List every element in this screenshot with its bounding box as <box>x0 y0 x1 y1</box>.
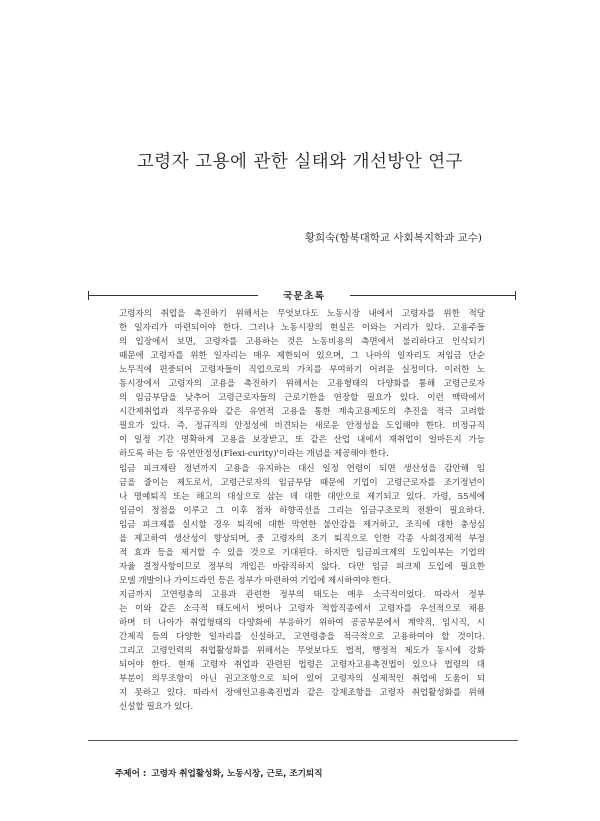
abstract-line: 노무직에 편중되어 고령자들이 직업으로의 가치를 부여하기 어려운 실정이다. 이러한 노 <box>119 365 485 376</box>
abstract-line: 모델 개발이나 가이드라인 등은 정부가 마련하여 기업에 제시하여야 한다. <box>119 575 392 586</box>
abstract-line: 적 효과 등을 제거할 수 있을 것으로 기대된다. 하지만 임금피크제의 도입여부는 기업의 <box>119 547 485 558</box>
abstract-line: 간제직 등의 다양한 일자리를 신설하고, 고연령층을 적극적으로 고용하여야 할 것이다. <box>119 632 485 643</box>
header-rule-left <box>88 295 258 296</box>
abstract-line: 자율 결정사항이므로 정부의 개입은 바람직하지 않다. 다만 임금 피크제 도입에 필요한 <box>119 561 485 572</box>
header-rule-right-end <box>515 291 516 300</box>
author-affiliation: 황희숙(함북대학교 사회복지학과 교수) <box>304 232 482 244</box>
abstract-line: 지금까지 고연령층의 고용과 관련한 정부의 태도는 매우 소극적이었다. 따라서 정부 <box>119 589 485 600</box>
keywords-label: 주제어 : <box>115 769 147 779</box>
abstract-body <box>119 307 485 714</box>
abstract-line: 그리고 고령인력의 취업활성화를 위해서는 무엇보다도 법적, 행정적 제도가 동시에 강화 <box>119 646 485 657</box>
keywords <box>115 767 323 779</box>
abstract-line: 때문에 고령자를 위한 일자리는 매우 제한되어 있으며, 그 나마의 일자리도 저임금 단순 <box>119 351 485 362</box>
abstract-line: 나 명예퇴직 또는 해고의 대상으로 삼는 데 대한 대안으로 제기되고 있다. 가령, 55세에 <box>119 491 485 502</box>
abstract-line: 는 이와 같은 소극적 태도에서 벗어나 고령자 적합직종에서 고령자를 우선적으로 채용 <box>119 603 485 614</box>
abstract-line: 부분이 의무조항이 아닌 권고조항으로 되어 있어 고령자의 실제적인 취업에 도움이 되 <box>119 674 485 685</box>
abstract-line: 하도록 하는 등 '유연안정성(Flexi-curity)'이라는 개념을 제공해야 한다. <box>119 449 389 460</box>
abstract-line: 하며 더 나아가 취업형태의 다양화에 부응하기 위하여 공공부문에서 계약직, 임시직, 시 <box>119 618 485 629</box>
abstract-line: 금을 줄이는 제도로서, 고령근로자의 임금부담 때문에 기업이 고령근로자를 조기정년이 <box>119 477 485 488</box>
abstract-line: 이 일정 기간 명확하게 고용을 보장받고, 또 같은 산업 내에서 재취업이 얼마든지 가능 <box>119 435 485 446</box>
abstract-line: 동시장에서 고령자의 고용을 촉진하기 위해서는 고용형태의 다양화를 통해 고령근로자 <box>119 379 485 390</box>
abstract-line: 임금이 정점을 이루고 그 이후 점차 하향곡선을 그리는 임금구조로의 전환이 필요하다. <box>119 505 485 516</box>
abstract-line: 필요가 있다. 즉, 정규직의 안정성에 비견되는 새로운 안정성을 도입해야 한다. 비정규직 <box>119 421 485 432</box>
abstract-line: 되어야 한다. 현재 고령자 취업과 관련된 법령은 고령자고용촉진법이 있으나 법령의 대 <box>119 660 485 671</box>
abstract-line: 을 제고하여 생산성이 향상되며, 중 고령자의 조기 퇴직으로 인한 각종 사회경제적 부정 <box>119 533 485 544</box>
abstract-line: 지 못하고 있다. 따라서 장애인고용촉진법과 같은 강제조항을 고령자 취업활성화를 위해 <box>119 688 485 699</box>
abstract-line: 신설할 필요가 있다. <box>119 702 194 713</box>
abstract-line: 의 입장에서 보면, 고령자를 고용하는 것은 노동비용의 측면에서 불리하다고 인식되기 <box>119 337 485 348</box>
paper-title: 고령자 고용에 관한 실태와 개선방안 연구 <box>136 152 464 172</box>
abstract-line: 고령자의 취업을 촉진하기 위해서는 무엇보다도 노동시장 내에서 고령자를 위한 적당 <box>119 309 485 319</box>
abstract-line: 임금 피크제를 실시할 경우 퇴직에 대한 막연한 불안감을 제거하고, 조직에 대한 충성심 <box>119 519 485 530</box>
abstract-heading: 국문초록 <box>283 291 325 302</box>
abstract-line: 시간제취업과 직무공유와 같은 유연적 고용을 통한 계속고용제도의 추진을 적극 고려할 <box>119 407 485 418</box>
abstract-line: 한 일자리가 마련되어야 한다. 그러나 노동시장의 현실은 이와는 거리가 있다. 고용주들 <box>119 323 485 334</box>
keywords-text: 고령자 취업활성화, 노동시장, 근로, 조기퇴직 <box>151 769 323 779</box>
keywords-divider <box>88 740 518 741</box>
header-rule-right <box>350 295 516 296</box>
abstract-header <box>88 288 516 302</box>
abstract-line: 임금 피크제란 정년까지 고용을 유지하는 대신 일정 연령이 되면 생산성을 감안해 임 <box>119 463 485 474</box>
abstract-line: 의 임금부담을 낮추어 고령근로자들의 근로기한을 연장할 필요가 있다. 이런 맥락에서 <box>119 393 485 404</box>
